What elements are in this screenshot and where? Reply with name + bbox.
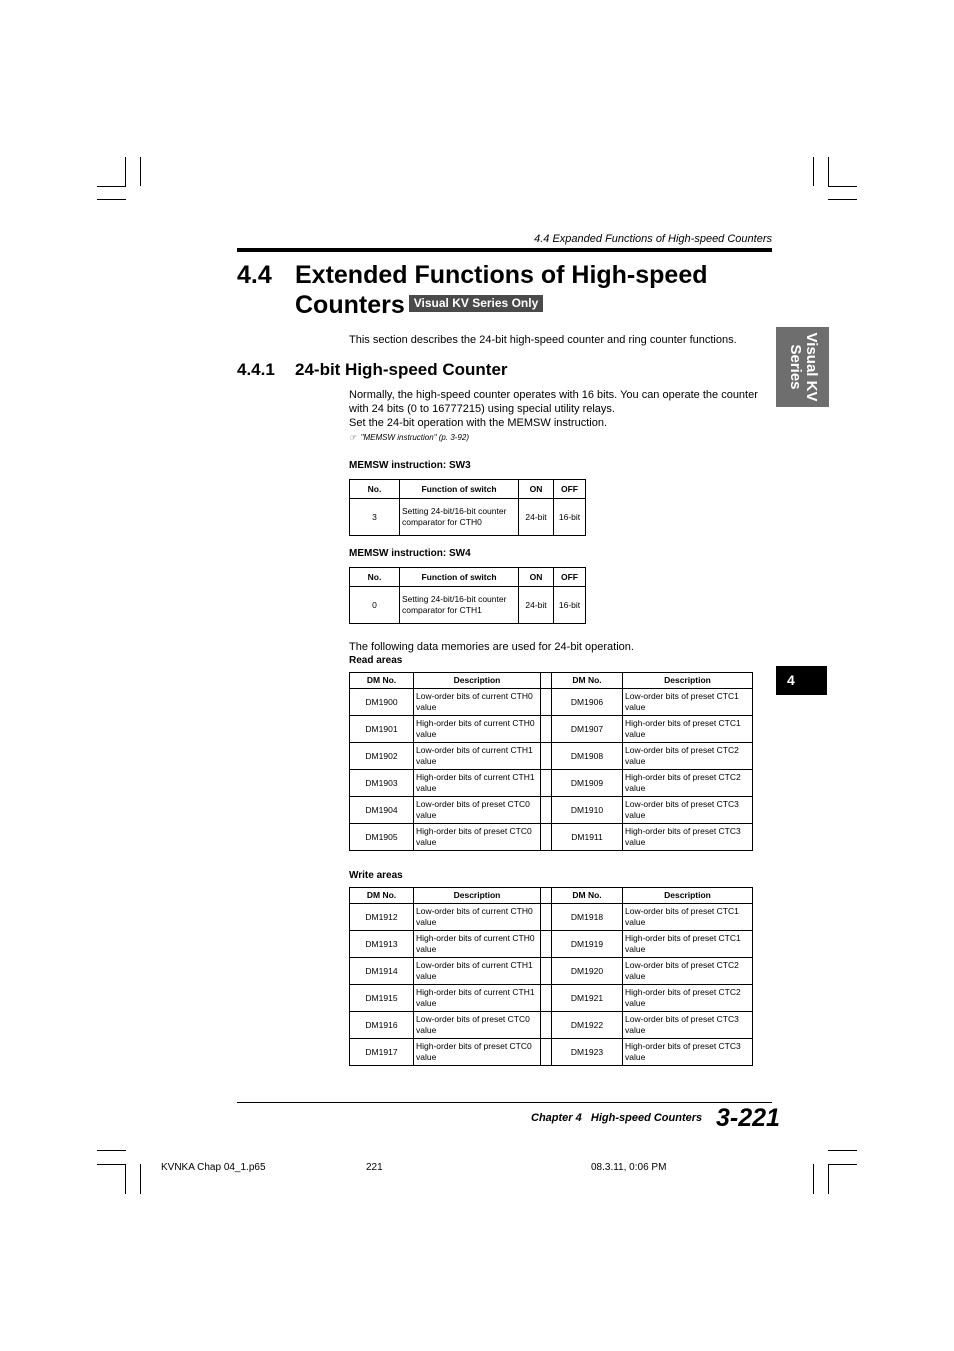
- slug-page: 221: [366, 1162, 383, 1173]
- table-cell: High-order bits of preset CTC0 value: [414, 824, 541, 851]
- section-heading: [237, 360, 508, 380]
- table-cell: 24-bit: [519, 587, 554, 624]
- side-tab-line: Series: [786, 344, 804, 390]
- table-cell: Low-order bits of preset CTC3 value: [623, 797, 753, 824]
- crop-mark: [97, 1164, 126, 1165]
- table-cell: DM1914: [350, 958, 414, 985]
- slug-date: 08.3.11, 0:06 PM: [591, 1162, 667, 1173]
- table-cell: DM1915: [350, 985, 414, 1012]
- sw4-table: [349, 567, 586, 624]
- crop-mark: [828, 1164, 829, 1194]
- side-tab-visual-kv[interactable]: [776, 327, 829, 407]
- table-row: [350, 985, 753, 1012]
- table-cell: High-order bits of preset CTC2 value: [623, 985, 753, 1012]
- table-row: [350, 904, 753, 931]
- table-cell: DM1900: [350, 689, 414, 716]
- write-areas-table: [349, 887, 753, 1066]
- table-cell: DM1919: [552, 931, 623, 958]
- table-cell: DM1902: [350, 743, 414, 770]
- table-cell: DM1920: [552, 958, 623, 985]
- table-cell: Low-order bits of preset CTC0 value: [414, 1012, 541, 1039]
- title-number: 4.4: [237, 261, 272, 289]
- table-cell: Setting 24-bit/16-bit counter comparator for CTH0: [400, 499, 519, 536]
- slug-file: KVNKA Chap 04_1.p65: [161, 1162, 266, 1173]
- table-cell: DM1922: [552, 1012, 623, 1039]
- para-line: Normally, the high-speed counter operates with 16 bits. You can operate the counter: [349, 389, 758, 401]
- column-header: DM No.: [350, 888, 414, 904]
- crop-mark: [828, 1164, 857, 1165]
- table-cell: Low-order bits of preset CTC1 value: [623, 689, 753, 716]
- table-cell: 16-bit: [554, 499, 586, 536]
- table-cell: High-order bits of current CTH0 value: [414, 931, 541, 958]
- sw3-label: MEMSW instruction: SW3: [349, 460, 471, 471]
- table-cell: DM1916: [350, 1012, 414, 1039]
- table-cell: 0: [350, 587, 400, 624]
- table-row: [350, 1039, 753, 1066]
- page-number: 3-221: [716, 1104, 780, 1132]
- table-cell: DM1909: [552, 770, 623, 797]
- table-cell: DM1905: [350, 824, 414, 851]
- column-header: OFF: [554, 480, 586, 499]
- table-row: [350, 587, 586, 624]
- crop-mark: [140, 157, 141, 186]
- table-row: [350, 716, 753, 743]
- crop-mark: [813, 157, 814, 186]
- table-cell: Low-order bits of preset CTC1 value: [623, 904, 753, 931]
- sw3-table: [349, 479, 586, 536]
- crop-mark: [813, 1164, 814, 1194]
- title-line1: Extended Functions of High-speed: [295, 261, 708, 289]
- table-cell: DM1903: [350, 770, 414, 797]
- spacer-cell: [541, 743, 552, 770]
- column-header: Description: [414, 673, 541, 689]
- table-row: [350, 931, 753, 958]
- table-cell: DM1907: [552, 716, 623, 743]
- table-cell: Low-order bits of current CTH0 value: [414, 689, 541, 716]
- spacer-cell: [541, 824, 552, 851]
- footer-chapter: Chapter 4 High-speed Counters: [531, 1112, 703, 1124]
- table-cell: Low-order bits of current CTH1 value: [414, 743, 541, 770]
- table-cell: High-order bits of current CTH1 value: [414, 985, 541, 1012]
- table-cell: Low-order bits of current CTH0 value: [414, 904, 541, 931]
- spacer-cell: [541, 797, 552, 824]
- running-header: 4.4 Expanded Functions of High-speed Counters: [534, 233, 772, 245]
- table-row: [350, 824, 753, 851]
- column-header: Description: [623, 673, 753, 689]
- table-row: [350, 1012, 753, 1039]
- column-header: DM No.: [350, 673, 414, 689]
- spacer-cell: [541, 689, 552, 716]
- table-cell: Setting 24-bit/16-bit counter comparator for CTH1: [400, 587, 519, 624]
- table-cell: DM1911: [552, 824, 623, 851]
- crop-mark: [97, 199, 126, 200]
- table-cell: Low-order bits of preset CTC3 value: [623, 1012, 753, 1039]
- table-cell: High-order bits of current CTH0 value: [414, 716, 541, 743]
- header-rule: [237, 248, 772, 252]
- column-header: Function of switch: [400, 568, 519, 587]
- page-title: [237, 260, 708, 320]
- crop-mark: [828, 1150, 857, 1151]
- table-cell: Low-order bits of current CTH1 value: [414, 958, 541, 985]
- crop-mark: [828, 186, 857, 187]
- table-cell: DM1906: [552, 689, 623, 716]
- intro-text: This section describes the 24-bit high-speed counter and ring counter functions.: [349, 334, 737, 346]
- sw4-label: MEMSW instruction: SW4: [349, 548, 471, 559]
- table-cell: Low-order bits of preset CTC0 value: [414, 797, 541, 824]
- table-cell: DM1901: [350, 716, 414, 743]
- crop-mark: [97, 186, 126, 187]
- table-cell: High-order bits of preset CTC1 value: [623, 931, 753, 958]
- table-cell: DM1917: [350, 1039, 414, 1066]
- crop-mark: [828, 157, 829, 186]
- read-areas-label: Read areas: [349, 655, 403, 666]
- crop-mark: [140, 1164, 141, 1194]
- column-header: ON: [519, 568, 554, 587]
- spacer-cell: [541, 904, 552, 931]
- series-badge: Visual KV Series Only: [409, 295, 544, 312]
- table-cell: 3: [350, 499, 400, 536]
- table-cell: DM1904: [350, 797, 414, 824]
- table-cell: High-order bits of current CTH1 value: [414, 770, 541, 797]
- table-cell: High-order bits of preset CTC3 value: [623, 1039, 753, 1066]
- section-number: 4.4.1: [237, 360, 275, 379]
- table-row: [350, 797, 753, 824]
- column-header: DM No.: [552, 888, 623, 904]
- column-header: No.: [350, 480, 400, 499]
- column-header: Description: [623, 888, 753, 904]
- read-areas-table: [349, 672, 753, 851]
- cross-reference[interactable]: [349, 433, 469, 442]
- table-cell: High-order bits of preset CTC0 value: [414, 1039, 541, 1066]
- para-line: with 24 bits (0 to 16777215) using special utility relays.: [349, 403, 615, 415]
- spacer-cell: [541, 716, 552, 743]
- crop-mark: [125, 157, 126, 186]
- column-header: No.: [350, 568, 400, 587]
- spacer-cell: [541, 931, 552, 958]
- table-cell: Low-order bits of preset CTC2 value: [623, 958, 753, 985]
- table-cell: DM1912: [350, 904, 414, 931]
- column-header: DM No.: [552, 673, 623, 689]
- reference-text: "MEMSW instruction" (p. 3-92): [360, 433, 469, 442]
- table-cell: DM1923: [552, 1039, 623, 1066]
- column-header: ON: [519, 480, 554, 499]
- table-cell: DM1913: [350, 931, 414, 958]
- table-cell: DM1910: [552, 797, 623, 824]
- column-header: OFF: [554, 568, 586, 587]
- table-cell: 24-bit: [519, 499, 554, 536]
- spacer-cell: [541, 1039, 552, 1066]
- table-row: [350, 958, 753, 985]
- table-cell: DM1908: [552, 743, 623, 770]
- table-cell: DM1918: [552, 904, 623, 931]
- table-cell: High-order bits of preset CTC3 value: [623, 824, 753, 851]
- spacer-cell: [541, 770, 552, 797]
- footer-rule: [237, 1102, 772, 1103]
- spacer-cell: [541, 1012, 552, 1039]
- write-areas-label: Write areas: [349, 870, 403, 881]
- table-row: [350, 689, 753, 716]
- table-cell: High-order bits of preset CTC2 value: [623, 770, 753, 797]
- chapter-tab-number: 4: [787, 672, 795, 688]
- side-tab-line: Visual KV: [802, 332, 820, 402]
- spacer-cell: [541, 985, 552, 1012]
- spacer-cell: [541, 958, 552, 985]
- table-row: [350, 770, 753, 797]
- table-cell: High-order bits of preset CTC1 value: [623, 716, 753, 743]
- reference-arrow-icon: ☞: [349, 433, 357, 442]
- crop-mark: [97, 1150, 126, 1151]
- body-paragraph: [349, 388, 774, 430]
- title-line2: Counters: [295, 291, 405, 319]
- para-line: Set the 24-bit operation with the MEMSW instruction.: [349, 417, 608, 429]
- crop-mark: [125, 1164, 126, 1194]
- column-header: Function of switch: [400, 480, 519, 499]
- table-row: [350, 743, 753, 770]
- crop-mark: [828, 199, 857, 200]
- dm-intro: The following data memories are used for 24-bit operation.: [349, 641, 634, 653]
- chapter-tab[interactable]: [776, 666, 827, 695]
- column-header: Description: [414, 888, 541, 904]
- table-row: [350, 499, 586, 536]
- table-cell: 16-bit: [554, 587, 586, 624]
- section-title: 24-bit High-speed Counter: [295, 360, 508, 379]
- table-cell: Low-order bits of preset CTC2 value: [623, 743, 753, 770]
- table-cell: DM1921: [552, 985, 623, 1012]
